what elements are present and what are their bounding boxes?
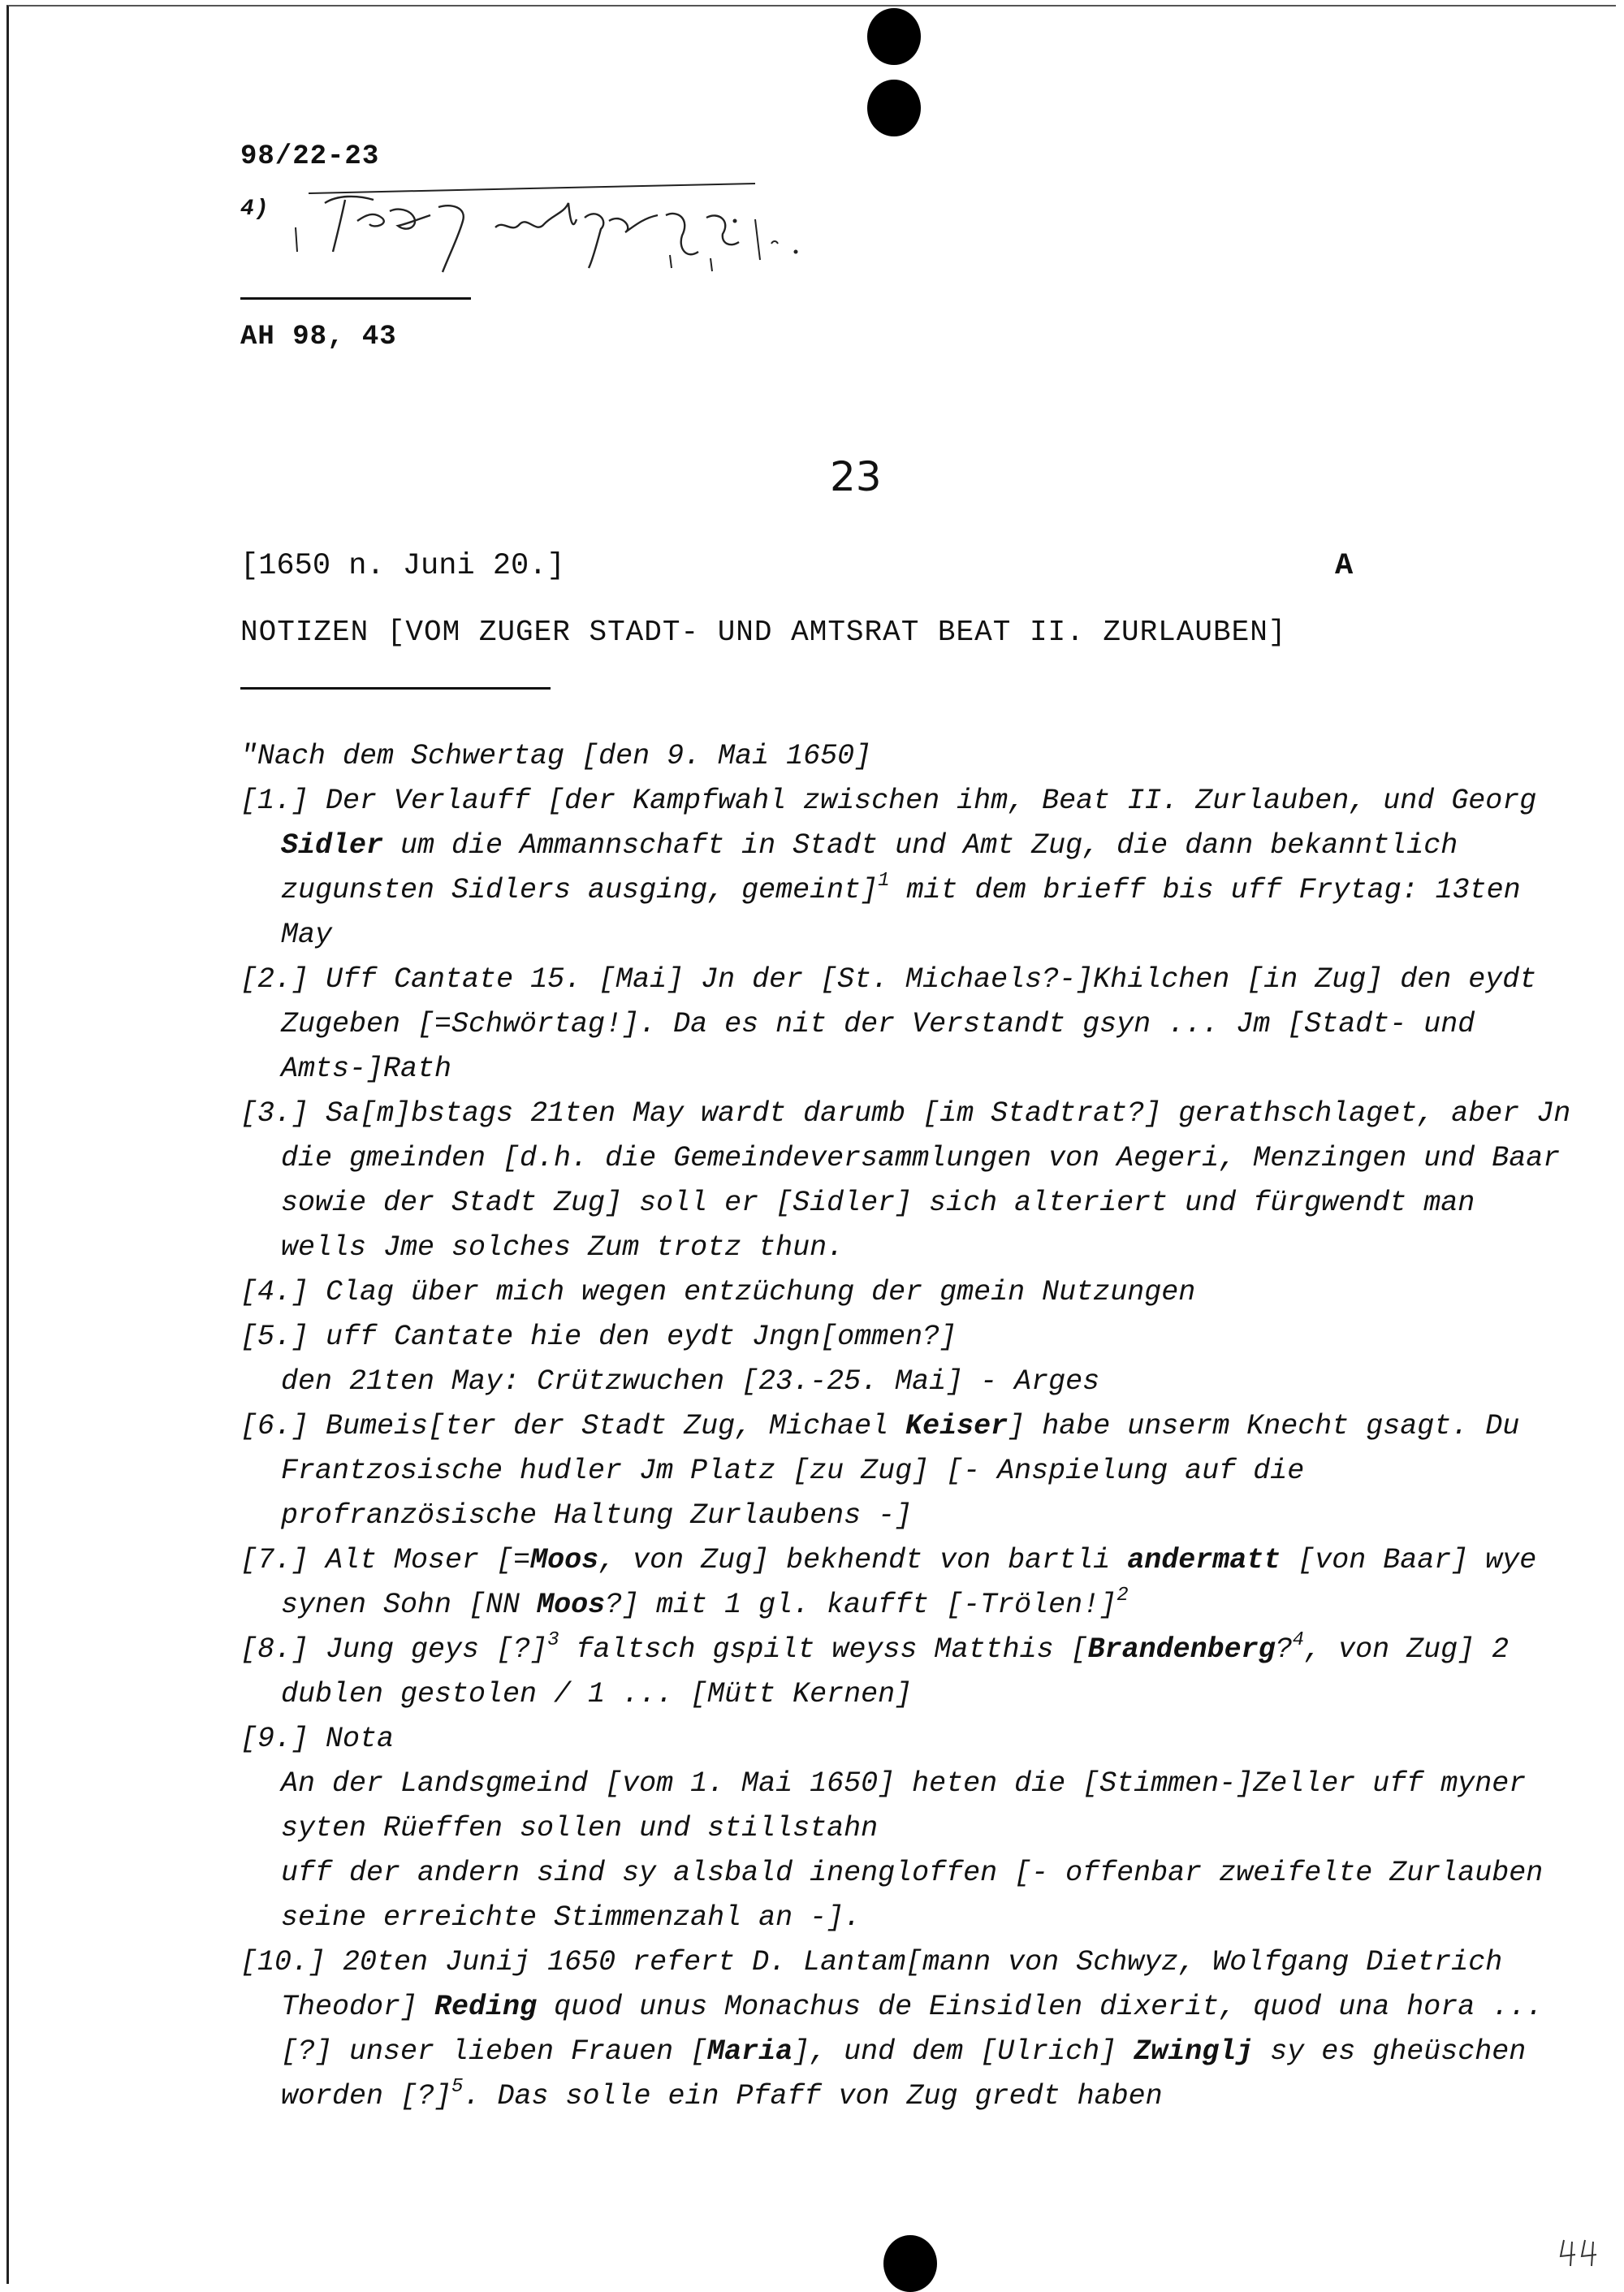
entry-number: [9.] [240, 1723, 309, 1755]
entry-number: [5.] [240, 1321, 309, 1353]
file-reference: 98/22-23 [240, 141, 380, 172]
entry-number: [2.] [240, 963, 309, 996]
entry-text: ?] mit 1 gl. kaufft [-Trölen!] [605, 1589, 1117, 1621]
name-moos-2: Moos [537, 1589, 606, 1621]
intro-line [240, 734, 1572, 779]
entry-text: um die Ammannschaft in Stadt und Amt Zug, die dann bekanntlich zugunsten Sidlers ausging, gemeint] [281, 829, 1458, 906]
rule-under-signature [240, 297, 471, 300]
punch-hole-bottom [883, 2235, 937, 2292]
version-letter: A [1335, 549, 1354, 583]
annotation-number: 4) [240, 197, 270, 222]
entry-text: [von Baar] wye synen Sohn [NN [281, 1544, 1537, 1621]
entry-text: faltsch gspilt weyss Matthis [ [559, 1633, 1088, 1666]
entry-text: Clag über mich wegen entzüchung der gmein Nutzungen [326, 1276, 1196, 1308]
entry-text: quod unus Monachus de Einsidlen dixerit, quod una hora ... [?] unser lieben Frauen [ [281, 1991, 1544, 2068]
entry-text: Sa[m]bstags 21ten May wardt darumb [im Stadtrat?] gerathschlaget, aber Jn die gmeinden [d.h. die Gemeindeversammlungen von Aegeri, Menzingen und Baar sowie der Stadt Zug] soll er [Sidler] sich alteriert und fürgwendt man wells Jme solches Zum trotz thun. [281, 1097, 1571, 1264]
name-moos: Moos [530, 1544, 599, 1576]
entry-number: [6.] [240, 1410, 309, 1442]
entry-text: , von Zug] bekhendt von bartli [598, 1544, 1128, 1576]
entry-number: [7.] [240, 1544, 309, 1576]
entry-2 [240, 958, 1572, 1092]
entry-text: ? [1275, 1633, 1293, 1666]
name-reding: Reding [434, 1991, 538, 2023]
entry-text: ] habe unserm Knecht gsagt. Du Frantzosische hudler Jm Platz [zu Zug] [- Anspielung auf die profranzösische Haltung Zurlaubens -] [281, 1410, 1520, 1532]
entry-text: Alt Moser [= [326, 1544, 531, 1576]
entry-3 [240, 1092, 1572, 1270]
entry-4 [240, 1270, 1572, 1315]
entry-text: , von Zug] 2 dublen gestolen / 1 ... [Mütt Kernen] [281, 1633, 1510, 1710]
name-andermatt: andermatt [1127, 1544, 1281, 1576]
entry-text: sy es gheüschen worden [?] [281, 2035, 1527, 2113]
name-sidler: Sidler [281, 829, 384, 862]
intro-text: "Nach dem Schwertag [den 9. Mai 1650] [240, 740, 872, 772]
entry-number: [1.] [240, 785, 309, 817]
entry-text: 20ten Junij 1650 refert D. Lantam[mann von Schwyz, Wolfgang Dietrich Theodor] [281, 1946, 1503, 2023]
handwritten-signature [276, 171, 828, 284]
footnote-mark: 1 [878, 870, 890, 893]
footnote-mark: 2 [1116, 1585, 1129, 1607]
name-brandenberg: Brandenberg [1087, 1633, 1276, 1666]
entry-5 [240, 1315, 1572, 1404]
entry-text: . Das solle ein Pfaff von Zug gredt haben [463, 2080, 1163, 2113]
name-zwinglj: Zwinglj [1134, 2035, 1254, 2068]
entry-continuation: uff der andern sind sy alsbald inengloffen [- offenbar zweifelte Zurlauben seine erreichte Stimmenzahl an -]. [281, 1857, 1544, 1934]
entry-7 [240, 1538, 1572, 1628]
entry-6 [240, 1404, 1572, 1538]
entry-text: Uff Cantate 15. [Mai] Jn der [St. Michaels?-]Khilchen [in Zug] den eydt Zugeben [=Schwörtag!]. Da es nit der Verstandt gsyn ... Jm [Stadt- und Amts-]Rath [281, 963, 1537, 1085]
entry-9 [240, 1717, 1572, 1940]
entry-number: [8.] [240, 1633, 309, 1666]
entry-8 [240, 1628, 1572, 1717]
handwritten-page-number [1557, 2235, 1606, 2271]
archive-reference: AH 98, 43 [240, 322, 397, 352]
notes-body [240, 734, 1572, 2119]
entry-continuation: An der Landsgmeind [vom 1. Mai 1650] heten die [Stimmen-]Zeller uff myner syten Rüeffen sollen und stillstahn [281, 1767, 1527, 1844]
entry-number: [3.] [240, 1097, 309, 1130]
punch-hole-top [867, 8, 921, 65]
entry-1 [240, 779, 1572, 958]
entry-number: [10.] [240, 1946, 326, 1978]
entry-text: ], und dem [Ulrich] [793, 2035, 1134, 2068]
document-number: 23 [830, 453, 882, 500]
footnote-mark: 5 [451, 2076, 464, 2099]
entry-number: [4.] [240, 1276, 309, 1308]
entry-text: Bumeis[ter der Stadt Zug, Michael [326, 1410, 906, 1442]
name-maria: Maria [707, 2035, 793, 2068]
punch-hole-second [867, 80, 921, 136]
rule-under-heading [240, 687, 551, 690]
entry-text: Jung geys [?] [326, 1633, 548, 1666]
footnote-mark: 3 [547, 1629, 559, 1652]
footnote-mark: 4 [1292, 1629, 1305, 1652]
name-keiser: Keiser [905, 1410, 1009, 1442]
entry-continuation: den 21ten May: Crützwuchen [23.-25. Mai] - Arges [281, 1365, 1100, 1398]
entry-text: mit dem brieff bis uff Frytag: 13ten May [281, 874, 1521, 951]
entry-text: Nota [326, 1723, 395, 1755]
date-line: [1650 n. Juni 20.] [240, 549, 565, 583]
entry-text: uff Cantate hie den eydt Jngn[ommen?] [326, 1321, 957, 1353]
entry-10 [240, 1940, 1572, 2119]
entry-text: Der Verlauff [der Kampfwahl zwischen ihm, Beat II. Zurlauben, und Georg [326, 785, 1537, 817]
document-heading: NOTIZEN [VOM ZUGER STADT- UND AMTSRAT BEAT II. ZURLAUBEN] [240, 616, 1287, 649]
